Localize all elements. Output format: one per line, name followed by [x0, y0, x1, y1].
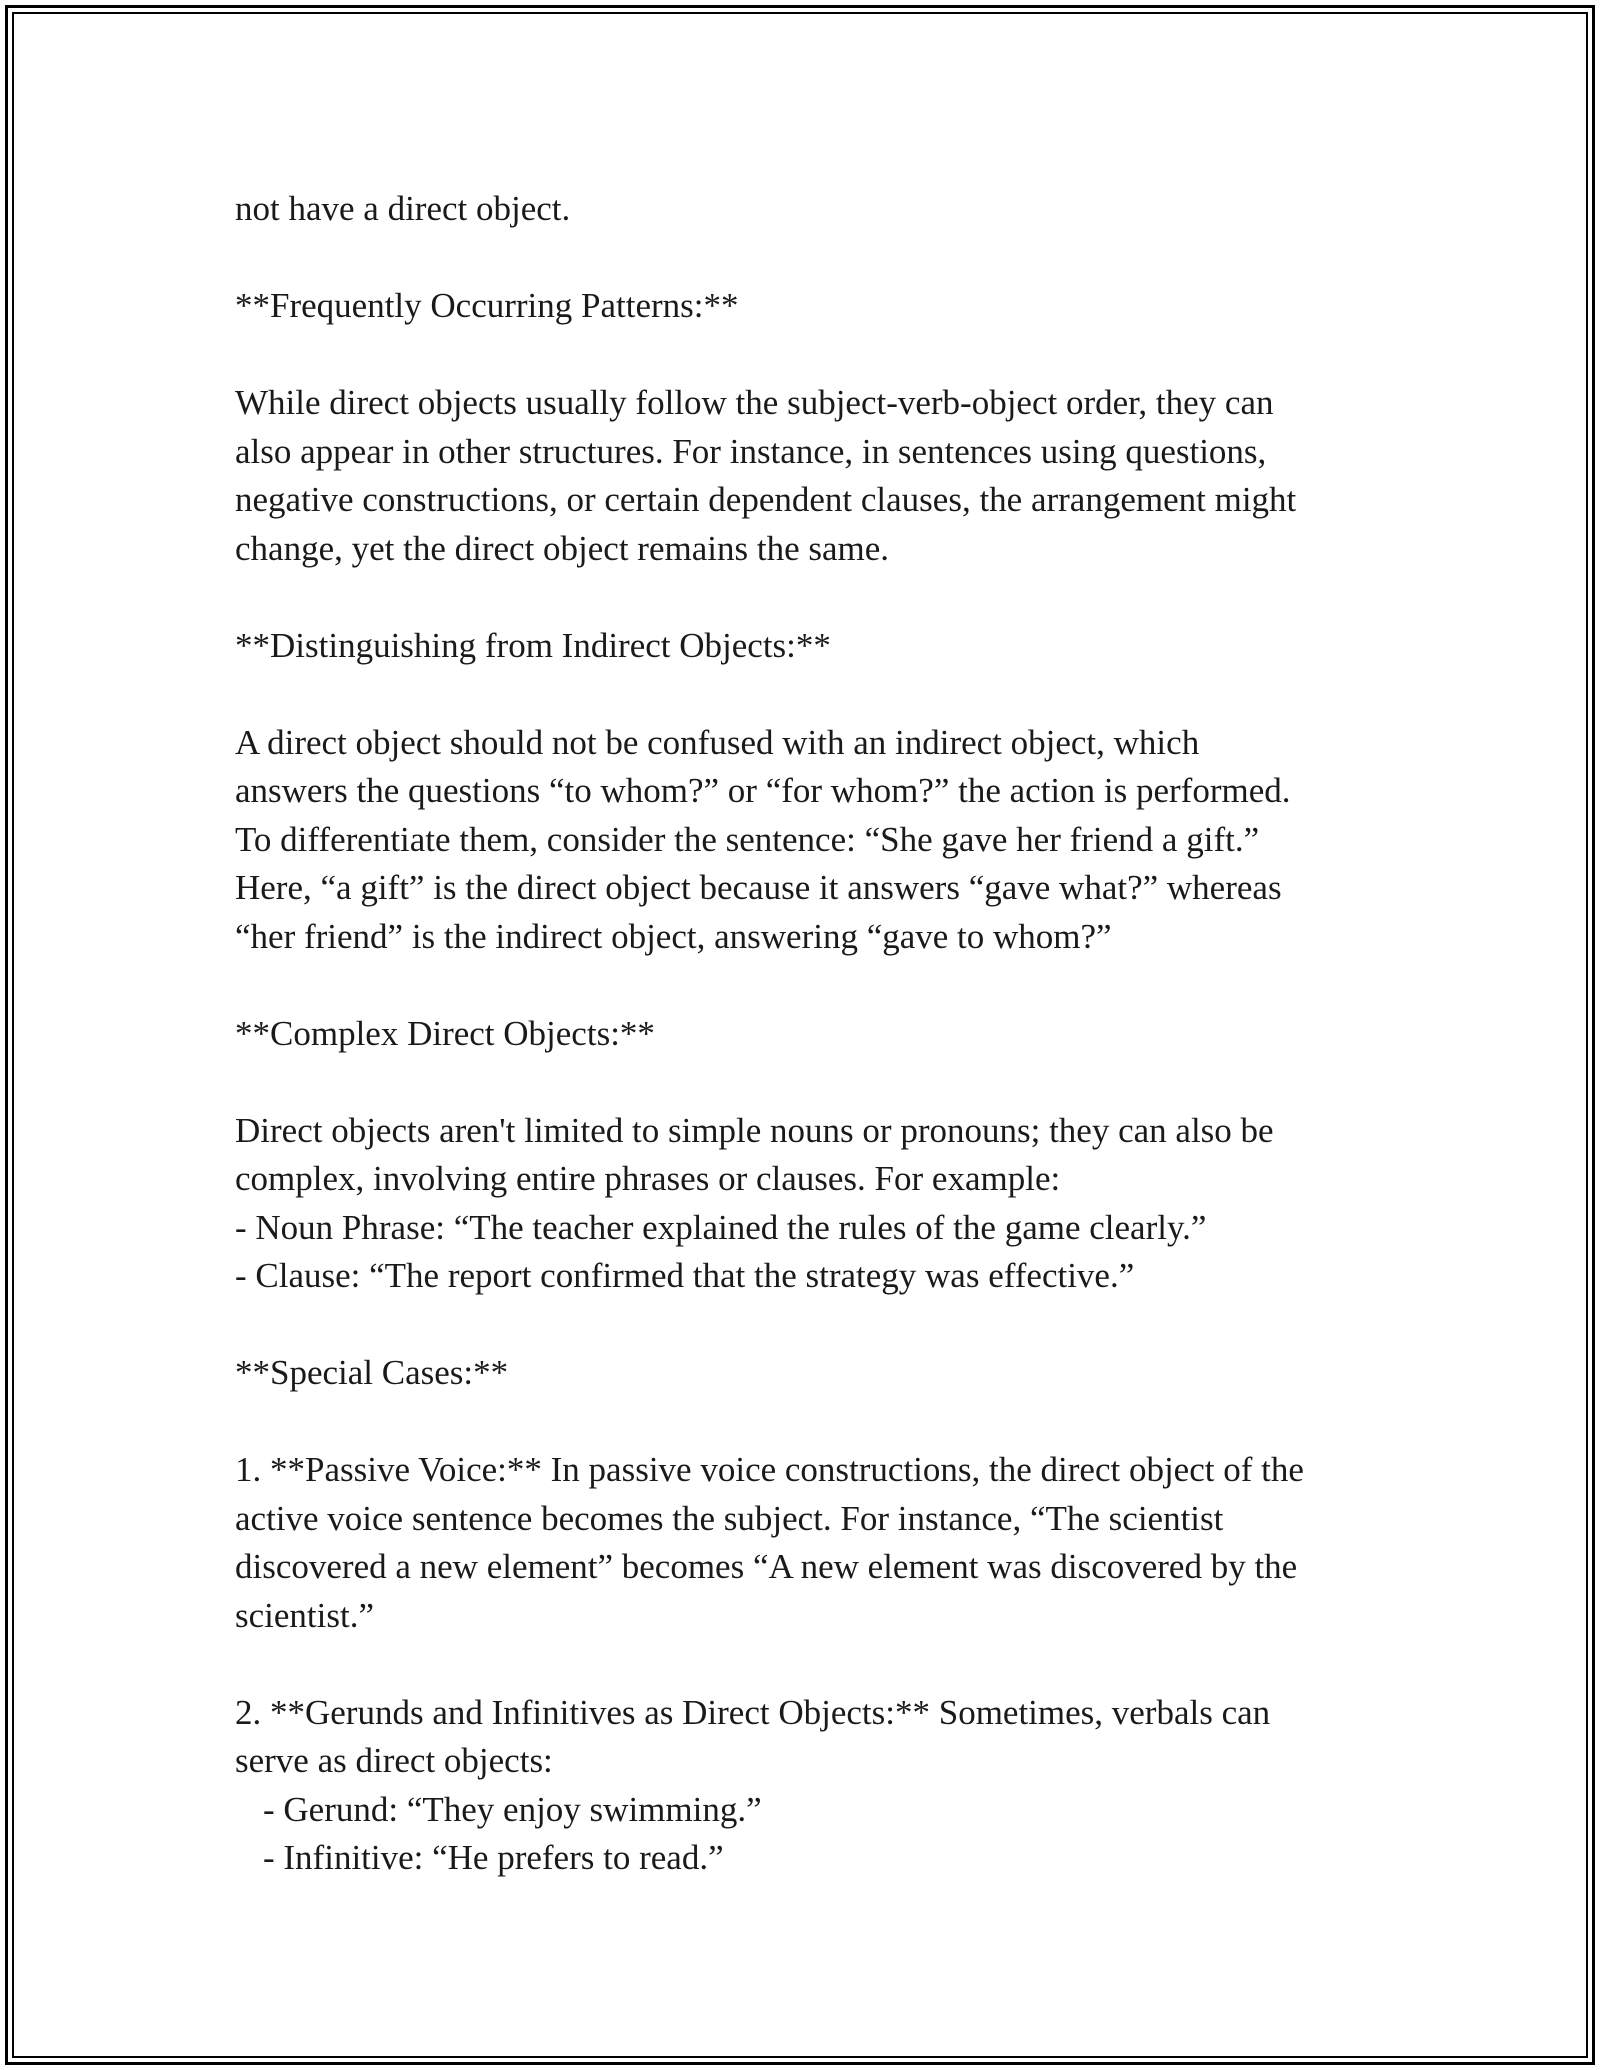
text-line: “her friend” is the indirect object, answering “gave to whom?” [235, 916, 1112, 956]
paragraph-gap [235, 670, 1375, 719]
paragraph-gap [235, 573, 1375, 622]
text-line: A direct object should not be confused with an indirect object, which [235, 722, 1200, 762]
text-line: negative constructions, or certain dependent clauses, the arrangement might [235, 480, 1297, 519]
text-line: Direct objects aren't limited to simple nouns or pronouns; they can also be [235, 1110, 1274, 1150]
text-line: serve as direct objects: [235, 1741, 553, 1780]
list-item: - Noun Phrase: “The teacher explained the rules of the game clearly.” [235, 1207, 1207, 1247]
document-body [235, 185, 1375, 1883]
text-line: 1. **Passive Voice:** In passive voice constructions, the direct object of the [235, 1450, 1304, 1489]
text-line: 2. **Gerunds and Infinitives as Direct Objects:** Sometimes, verbals can [235, 1692, 1271, 1732]
text-line: not have a direct object. [235, 189, 571, 228]
paragraph-gap [235, 1301, 1375, 1350]
list-item: - Gerund: “They enjoy swimming.” [263, 1789, 762, 1829]
text-line: discovered a new element” becomes “A new element was discovered by the [235, 1547, 1298, 1586]
text-line: change, yet the direct object remains the same. [235, 528, 890, 568]
paragraph-gap [235, 1640, 1375, 1689]
paragraph-gap [235, 1398, 1375, 1447]
paragraph-gap [235, 1058, 1375, 1107]
paragraph-gap [235, 961, 1375, 1010]
section-heading-complex: **Complex Direct Objects:** [235, 1013, 655, 1053]
text-line: active voice sentence becomes the subject. For instance, “The scientist [235, 1498, 1224, 1538]
text-line: scientist.” [235, 1595, 374, 1635]
section-heading-patterns: **Frequently Occurring Patterns:** [235, 286, 739, 325]
text-line: complex, involving entire phrases or clauses. For example: [235, 1159, 1061, 1198]
text-line: also appear in other structures. For instance, in sentences using questions, [235, 431, 1267, 471]
text-line: While direct objects usually follow the subject-verb-object order, they can [235, 383, 1274, 422]
paragraph-gap [235, 234, 1375, 283]
text-line: Here, “a gift” is the direct object because it answers “gave what?” whereas [235, 868, 1282, 907]
text-line: To differentiate them, consider the sentence: “She gave her friend a gift.” [235, 819, 1260, 859]
section-heading-special-cases: **Special Cases:** [235, 1353, 509, 1392]
list-item: - Infinitive: “He prefers to read.” [263, 1838, 724, 1877]
section-heading-indirect-objects: **Distinguishing from Indirect Objects:** [235, 625, 831, 665]
paragraph-gap [235, 331, 1375, 380]
text-line: answers the questions “to whom?” or “for whom?” the action is performed. [235, 771, 1291, 810]
list-item: - Clause: “The report confirmed that the strategy was effective.” [235, 1256, 1135, 1295]
